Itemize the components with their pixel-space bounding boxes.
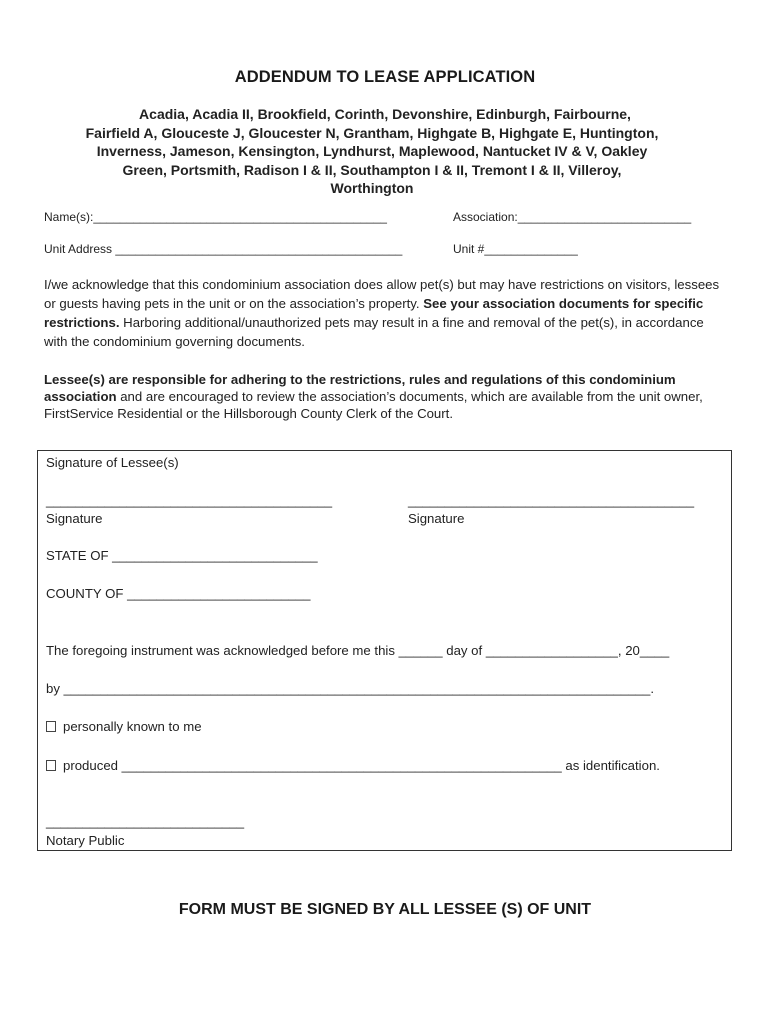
association-list bbox=[62, 105, 682, 198]
association-field[interactable]: Association:__________________________ bbox=[453, 210, 692, 224]
signature-line-1[interactable]: _______________________________________ bbox=[46, 493, 333, 508]
personally-known-option[interactable]: personally known to me bbox=[46, 719, 202, 734]
notary-label: Notary Public bbox=[46, 833, 125, 848]
acknowledgement-paragraph: I/we acknowledge that this condominium association does allow pet(s) but may have restrictions on visitors, lessees or guests having pets in the unit or on the association’s property. See your association documents for specific restrictions. Harboring additional/unauthorized pets may result in a fine and removal of the pet(s), in accordance with the condominium governing documents. bbox=[44, 277, 720, 349]
unit-address-field[interactable]: Unit Address ___________________________________________ bbox=[44, 242, 403, 256]
signature-line-2[interactable]: _______________________________________ bbox=[408, 493, 695, 508]
footer-notice: FORM MUST BE SIGNED BY ALL LESSEE (S) OF UNIT bbox=[178, 901, 592, 918]
signature-heading: Signature of Lessee(s) bbox=[46, 455, 179, 470]
unit-number-field[interactable]: Unit #______________ bbox=[453, 242, 578, 256]
state-field[interactable]: STATE OF ____________________________ bbox=[46, 548, 318, 563]
association-line-5: Worthington bbox=[330, 180, 414, 196]
association-line-3: Inverness, Jameson, Kensington, Lyndhurst, Maplewood, Nantucket IV & V, Oakley bbox=[96, 143, 648, 159]
form-title: ADDENDUM TO LEASE APPLICATION bbox=[234, 68, 536, 86]
signature-label-1: Signature bbox=[46, 511, 103, 526]
signature-box bbox=[37, 450, 732, 851]
association-line-4: Green, Portsmith, Radison I & II, Southampton I & II, Tremont I & II, Villeroy, bbox=[122, 161, 622, 178]
acknowledged-by-line[interactable]: by ________________________________________________________________________________. bbox=[46, 681, 654, 696]
responsibility-paragraph: Lessee(s) are responsible for adhering to the restrictions, rules and regulations of this condominium association and are encouraged to review the association’s documents, which are available from the unit owner, FirstService Residential or the Hillsborough County Clerk of the Court. bbox=[44, 372, 703, 421]
names-field[interactable]: Name(s):____________________________________________ bbox=[44, 210, 387, 224]
notary-signature-line[interactable]: ___________________________ bbox=[46, 814, 245, 829]
association-line-2: Fairfield A, Glouceste J, Gloucester N, Grantham, Highgate B, Highgate E, Huntington, bbox=[85, 124, 659, 141]
checkbox-icon[interactable] bbox=[46, 721, 56, 732]
county-field[interactable]: COUNTY OF _________________________ bbox=[46, 586, 311, 601]
produced-id-option[interactable]: produced ____________________________________________________________ as identification. bbox=[46, 758, 660, 773]
association-line-1: Acadia, Acadia II, Brookfield, Corinth, Devonshire, Edinburgh, Fairbourne, bbox=[139, 106, 631, 122]
acknowledged-date-line[interactable]: The foregoing instrument was acknowledged before me this ______ day of __________________, 20____ bbox=[46, 643, 670, 658]
checkbox-icon[interactable] bbox=[46, 760, 56, 771]
signature-label-2: Signature bbox=[408, 511, 465, 526]
